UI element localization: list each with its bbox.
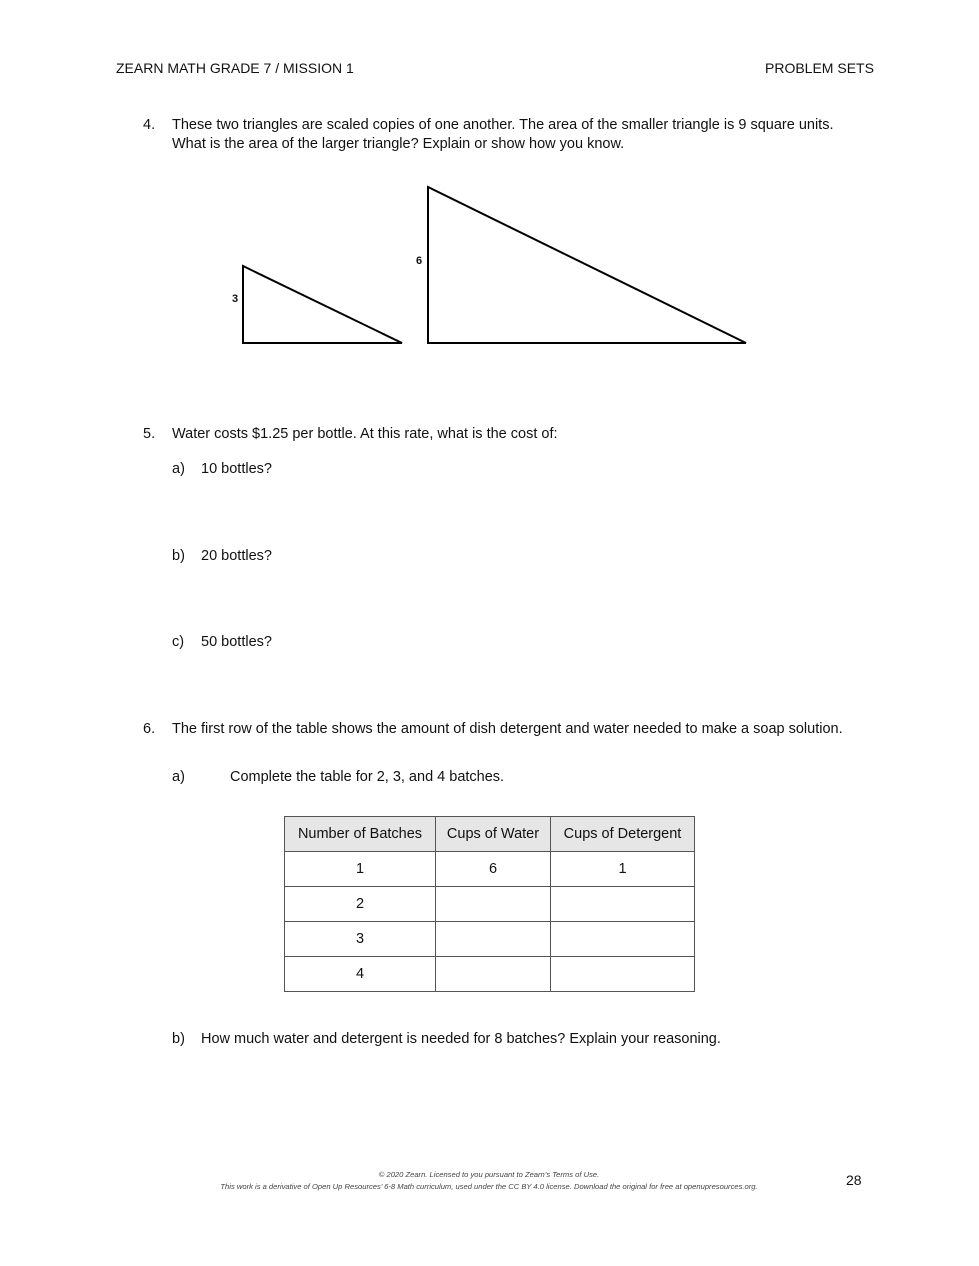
- triangles-figure: [0, 0, 979, 420]
- q5-number: 5.: [143, 426, 156, 442]
- table-header-cell: Number of Batches: [285, 817, 436, 852]
- small-triangle: [243, 266, 402, 343]
- q6-part-a-text: Complete the table for 2, 3, and 4 batches.: [230, 769, 505, 785]
- q6-number: 6.: [143, 721, 156, 737]
- table-cell: 1: [285, 852, 436, 887]
- q6-part-a-letter: a): [172, 769, 185, 785]
- table-cell-blank[interactable]: [551, 957, 695, 992]
- q5-part-text: 20 bottles?: [201, 548, 272, 564]
- small-triangle-label: 3: [232, 293, 239, 305]
- table-cell: 6: [436, 852, 551, 887]
- table-row: [285, 852, 695, 887]
- table-row: [285, 957, 695, 992]
- table-cell: 2: [285, 887, 436, 922]
- table-cell-blank[interactable]: [436, 957, 551, 992]
- table-cell-blank[interactable]: [551, 922, 695, 957]
- table-cell: 4: [285, 957, 436, 992]
- q5-part-text: 10 bottles?: [201, 461, 272, 477]
- table-header-cell: Cups of Detergent: [551, 817, 695, 852]
- large-triangle-label: 6: [416, 255, 423, 267]
- header-title: ZEARN MATH GRADE 7 / MISSION 1: [116, 60, 354, 76]
- q5-part-letter: b): [172, 548, 185, 564]
- footer-attribution: This work is a derivative of Open Up Resources’ 6-8 Math curriculum, used under the CC BY 4.0 license. Download the original for free at openupresources.org.: [220, 1182, 758, 1191]
- table-cell: 3: [285, 922, 436, 957]
- q5-text: Water costs $1.25 per bottle. At this rate, what is the cost of:: [172, 426, 558, 442]
- table-row: [285, 922, 695, 957]
- q5-part-text: 50 bottles?: [201, 634, 272, 650]
- q4-text-line2: What is the area of the larger triangle? Explain or show how you know.: [172, 136, 625, 152]
- table-header-cell: Cups of Water: [436, 817, 551, 852]
- footer-license: © 2020 Zearn. Licensed to you pursuant to Zearn’s Terms of Use.: [378, 1170, 600, 1179]
- q6-text: The first row of the table shows the amount of dish detergent and water needed to make a soap solution.: [172, 721, 843, 737]
- table-cell: 1: [551, 852, 695, 887]
- page-number: 28: [846, 1172, 862, 1188]
- q4-text-line1: These two triangles are scaled copies of one another. The area of the smaller triangle is 9 square units.: [172, 117, 834, 133]
- header-section: PROBLEM SETS: [765, 60, 874, 76]
- table-row: [285, 887, 695, 922]
- table-cell-blank[interactable]: [436, 922, 551, 957]
- q5-part-letter: a): [172, 461, 185, 477]
- q5-part-letter: c): [172, 634, 185, 650]
- q4-number: 4.: [143, 117, 156, 133]
- large-triangle: [428, 187, 746, 343]
- q6-part-b-text: How much water and detergent is needed for 8 batches? Explain your reasoning.: [201, 1031, 721, 1047]
- q6-part-b-letter: b): [172, 1031, 185, 1047]
- table-cell-blank[interactable]: [551, 887, 695, 922]
- table-cell-blank[interactable]: [436, 887, 551, 922]
- table-header-row: [285, 817, 695, 852]
- soap-table: [284, 816, 695, 992]
